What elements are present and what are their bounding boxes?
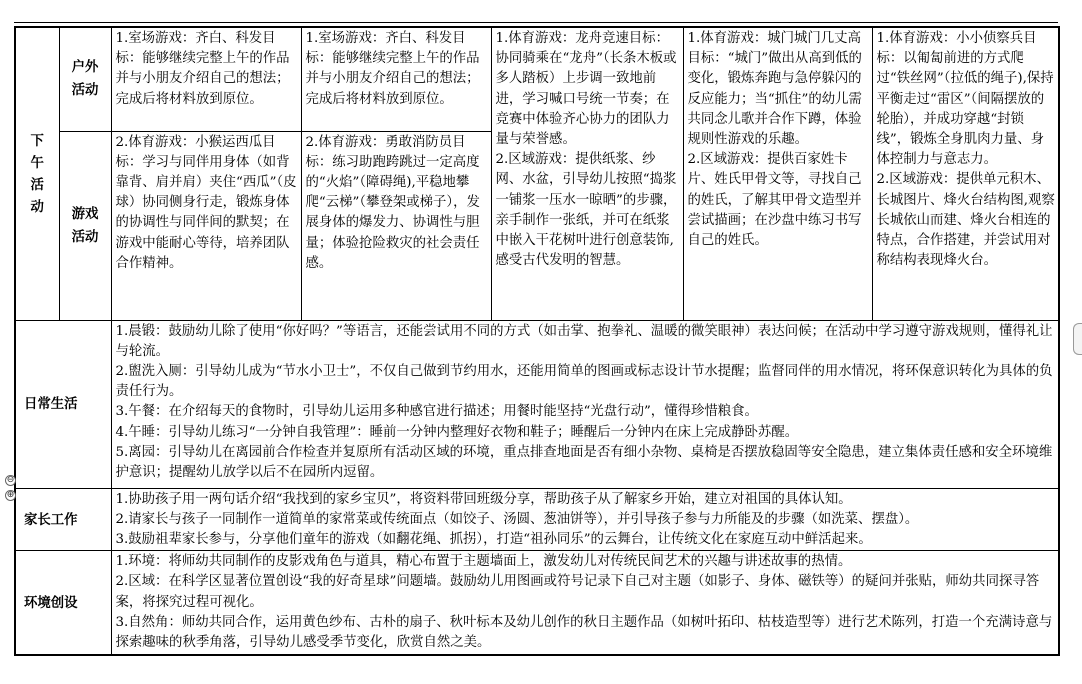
section-parents-label (15, 488, 111, 551)
expand-row-icon[interactable]: ⊕ (6, 490, 15, 500)
afternoon-thu (683, 27, 872, 320)
daily-life-content (111, 320, 1059, 488)
afternoon-game-tue (301, 131, 491, 320)
environment-title: 环境创设 (24, 594, 78, 611)
section-environment-label (15, 551, 111, 655)
environment-content (111, 551, 1059, 655)
daily-line-5: 5.离园：引导幼儿在离园前合作检查并复原所有活动区域的环境，重点排查地面是否有细小杂物、桌椅是否摆放稳固等安全隐患，建立集体责任感和安全环境维护意识；提醒幼儿放学以后不在园所内逗留。 (115, 444, 1053, 480)
daily-line-2: 2.盥洗入厕：引导幼儿成为“节水小卫士”，不仅自己做到节约用水，还能用简单的图画或标志设计节水提醒；监督同伴的用水情况，将环保意识转化为具体的负责任行为。 (115, 363, 1053, 400)
game-title: 游戏活动 (71, 205, 99, 245)
afternoon-wed (491, 27, 683, 320)
environment-line-2: 2.区域：在科学区显著位置创设“我的好奇星球”问题墙。鼓励幼儿用图画或符号记录下自己对主题（如影子、身体、磁铁等）的疑问并张贴，师幼共同探寻答案，将探究过程可视化。 (115, 574, 1040, 610)
side-scroll-handle[interactable] (1073, 323, 1082, 355)
daily-line-1: 1.晨锻：鼓励幼儿除了使用“你好吗？”等语言，还能尝试用不同的方式（如击掌、抱拳礼、温暖的微笑眼神）表达问候；在活动中学习遵守游戏规则，懂得礼让与轮流。 (115, 323, 1053, 359)
collapse-row-icon[interactable]: ⊖ (6, 475, 15, 485)
section-daily-label (15, 320, 111, 488)
cell-text: 1.体育游戏：龙舟竞速目标：协同骑乘在“龙舟”（长条木板或多人踏板）上步调一致地前进，学习喊口号统一节奏；在竞赛中体验齐心协力的团队力量与荣誉感。 2.区域游戏：提供纸浆、纱网、水盆，引导幼儿按照“捣浆一铺浆一压水一晾晒”的步骤，亲手制作一张纸，并可在纸浆中嵌入干花树叶进行创意装饰,感受古代发明的智慧。 (495, 31, 677, 269)
outdoor-activity-label (59, 27, 111, 131)
environment-line-1: 1.环境：将师幼共同制作的皮影戏角色与道具，精心布置于主题墙面上，激发幼儿对传统民间艺术的兴趣与讲述故事的热情。 (115, 554, 852, 570)
cell-text: 2.体育游戏：勇敢消防员目标：练习助跑跨跳过一定高度的“火焰”（障碍绳),平稳地攀爬“云梯”（攀登架或梯子），发展身体的爆发力、协调性与胆量；体验抢险救灾的社会责任感。 (305, 134, 480, 271)
table-top-border (14, 22, 1058, 23)
afternoon-game-mon (111, 131, 301, 320)
environment-line-3: 3.自然角：师幼共同合作，运用黄色纱布、古朴的扇子、秋叶标本及幼儿创作的秋日主题作品（如树叶拓印、枯枝造型等）进行艺术陈列，打造一个充满诗意与探索趣味的秋季角落，引导幼儿感受季节变化，欣赏自然之美。 (115, 614, 1053, 650)
section-afternoon-label (15, 27, 59, 320)
daily-title: 日常生活 (24, 396, 78, 413)
parents-line-2: 2.请家长与孩子一同制作一道简单的家常菜或传统面点（如饺子、汤圆、葱油饼等），并引导孩子参与力所能及的步骤（如洗菜、摆盘）。 (115, 511, 919, 527)
parents-title: 家长工作 (24, 511, 78, 528)
lesson-plan-page (14, 26, 1058, 659)
weekly-plan-table (14, 26, 1060, 656)
game-activity-label (59, 131, 111, 320)
daily-line-4: 4.午睡：引导幼儿练习“一分钟自我管理”：睡前一分钟内整理好衣物和鞋子；睡醒后一分钟内在床上完成静卧苏醒。 (115, 424, 799, 440)
cell-text: 1.体育游戏：城门城门几丈高目标：“城门”做出从高到低的变化，锻炼奔跑与急停躲闪的反应能力；当“抓住”的幼儿需共同念儿歌并合作下蹲，体验规则性游戏的乐趣。 2.区域游戏：提供百家姓卡片、姓氏甲骨文等，寻找自己的姓氏，了解其甲骨文造型并尝试描画；在沙盘中练习书写自己的姓氏。 (687, 31, 862, 249)
afternoon-fri (872, 27, 1059, 320)
parents-line-3: 3.鼓励祖辈家长参与，分享他们童年的游戏（如翻花绳、抓拐），打造“祖孙同乐”的云舞台，让传统文化在家庭互动中鲜活起来。 (115, 531, 872, 547)
cell-text: 1.体育游戏：小小侦察兵目标：以匍匐前进的方式爬过“铁丝网”（拉低的绳子),保持平衡走过“雷区”（间隔摆放的轮胎），并成功穿越“封锁线”，锻炼全身肌肉力量、身体控制力与意志力。 2.区域游戏：提供单元积木、长城图片、烽火台结构图,观察长城依山而建、烽火台相连的特点，合作搭建，并尝试用对称结构表现烽火台。 (876, 31, 1055, 269)
parents-work-content (111, 488, 1059, 551)
afternoon-outdoor-tue (301, 27, 491, 131)
parents-line-1: 1.协助孩子用一两句话介绍“我找到的家乡宝贝”，将资料带回班级分享，帮助孩子从了解家乡开始，建立对祖国的具体认知。 (115, 491, 852, 507)
cell-text: 1.室场游戏：齐白、科发目标：能够继续完整上午的作品并与小朋友介绍自己的想法；完成后将材料放到原位。 (305, 31, 480, 107)
daily-line-3: 3.午餐：在介绍每天的食物时，引导幼儿运用多种感官进行描述；用餐时能坚持“光盘行动”，懂得珍惜粮食。 (115, 404, 758, 420)
cell-text: 2.体育游戏：小猴运西瓜目标：学习与同伴用身体（如背靠背、肩并肩）夹住“西瓜”（皮球）协同侧身行走，锻炼身体的协调性与同伴间的默契；在游戏中能耐心等待，培养团队合作精神。 (115, 134, 297, 271)
afternoon-outdoor-mon (111, 27, 301, 131)
cell-text: 1.室场游戏：齐白、科发目标：能够继续完整上午的作品并与小朋友介绍自己的想法；完成后将材料放到原位。 (115, 31, 290, 107)
afternoon-title: 下午活动 (30, 132, 44, 215)
outdoor-title: 户外活动 (71, 59, 99, 99)
